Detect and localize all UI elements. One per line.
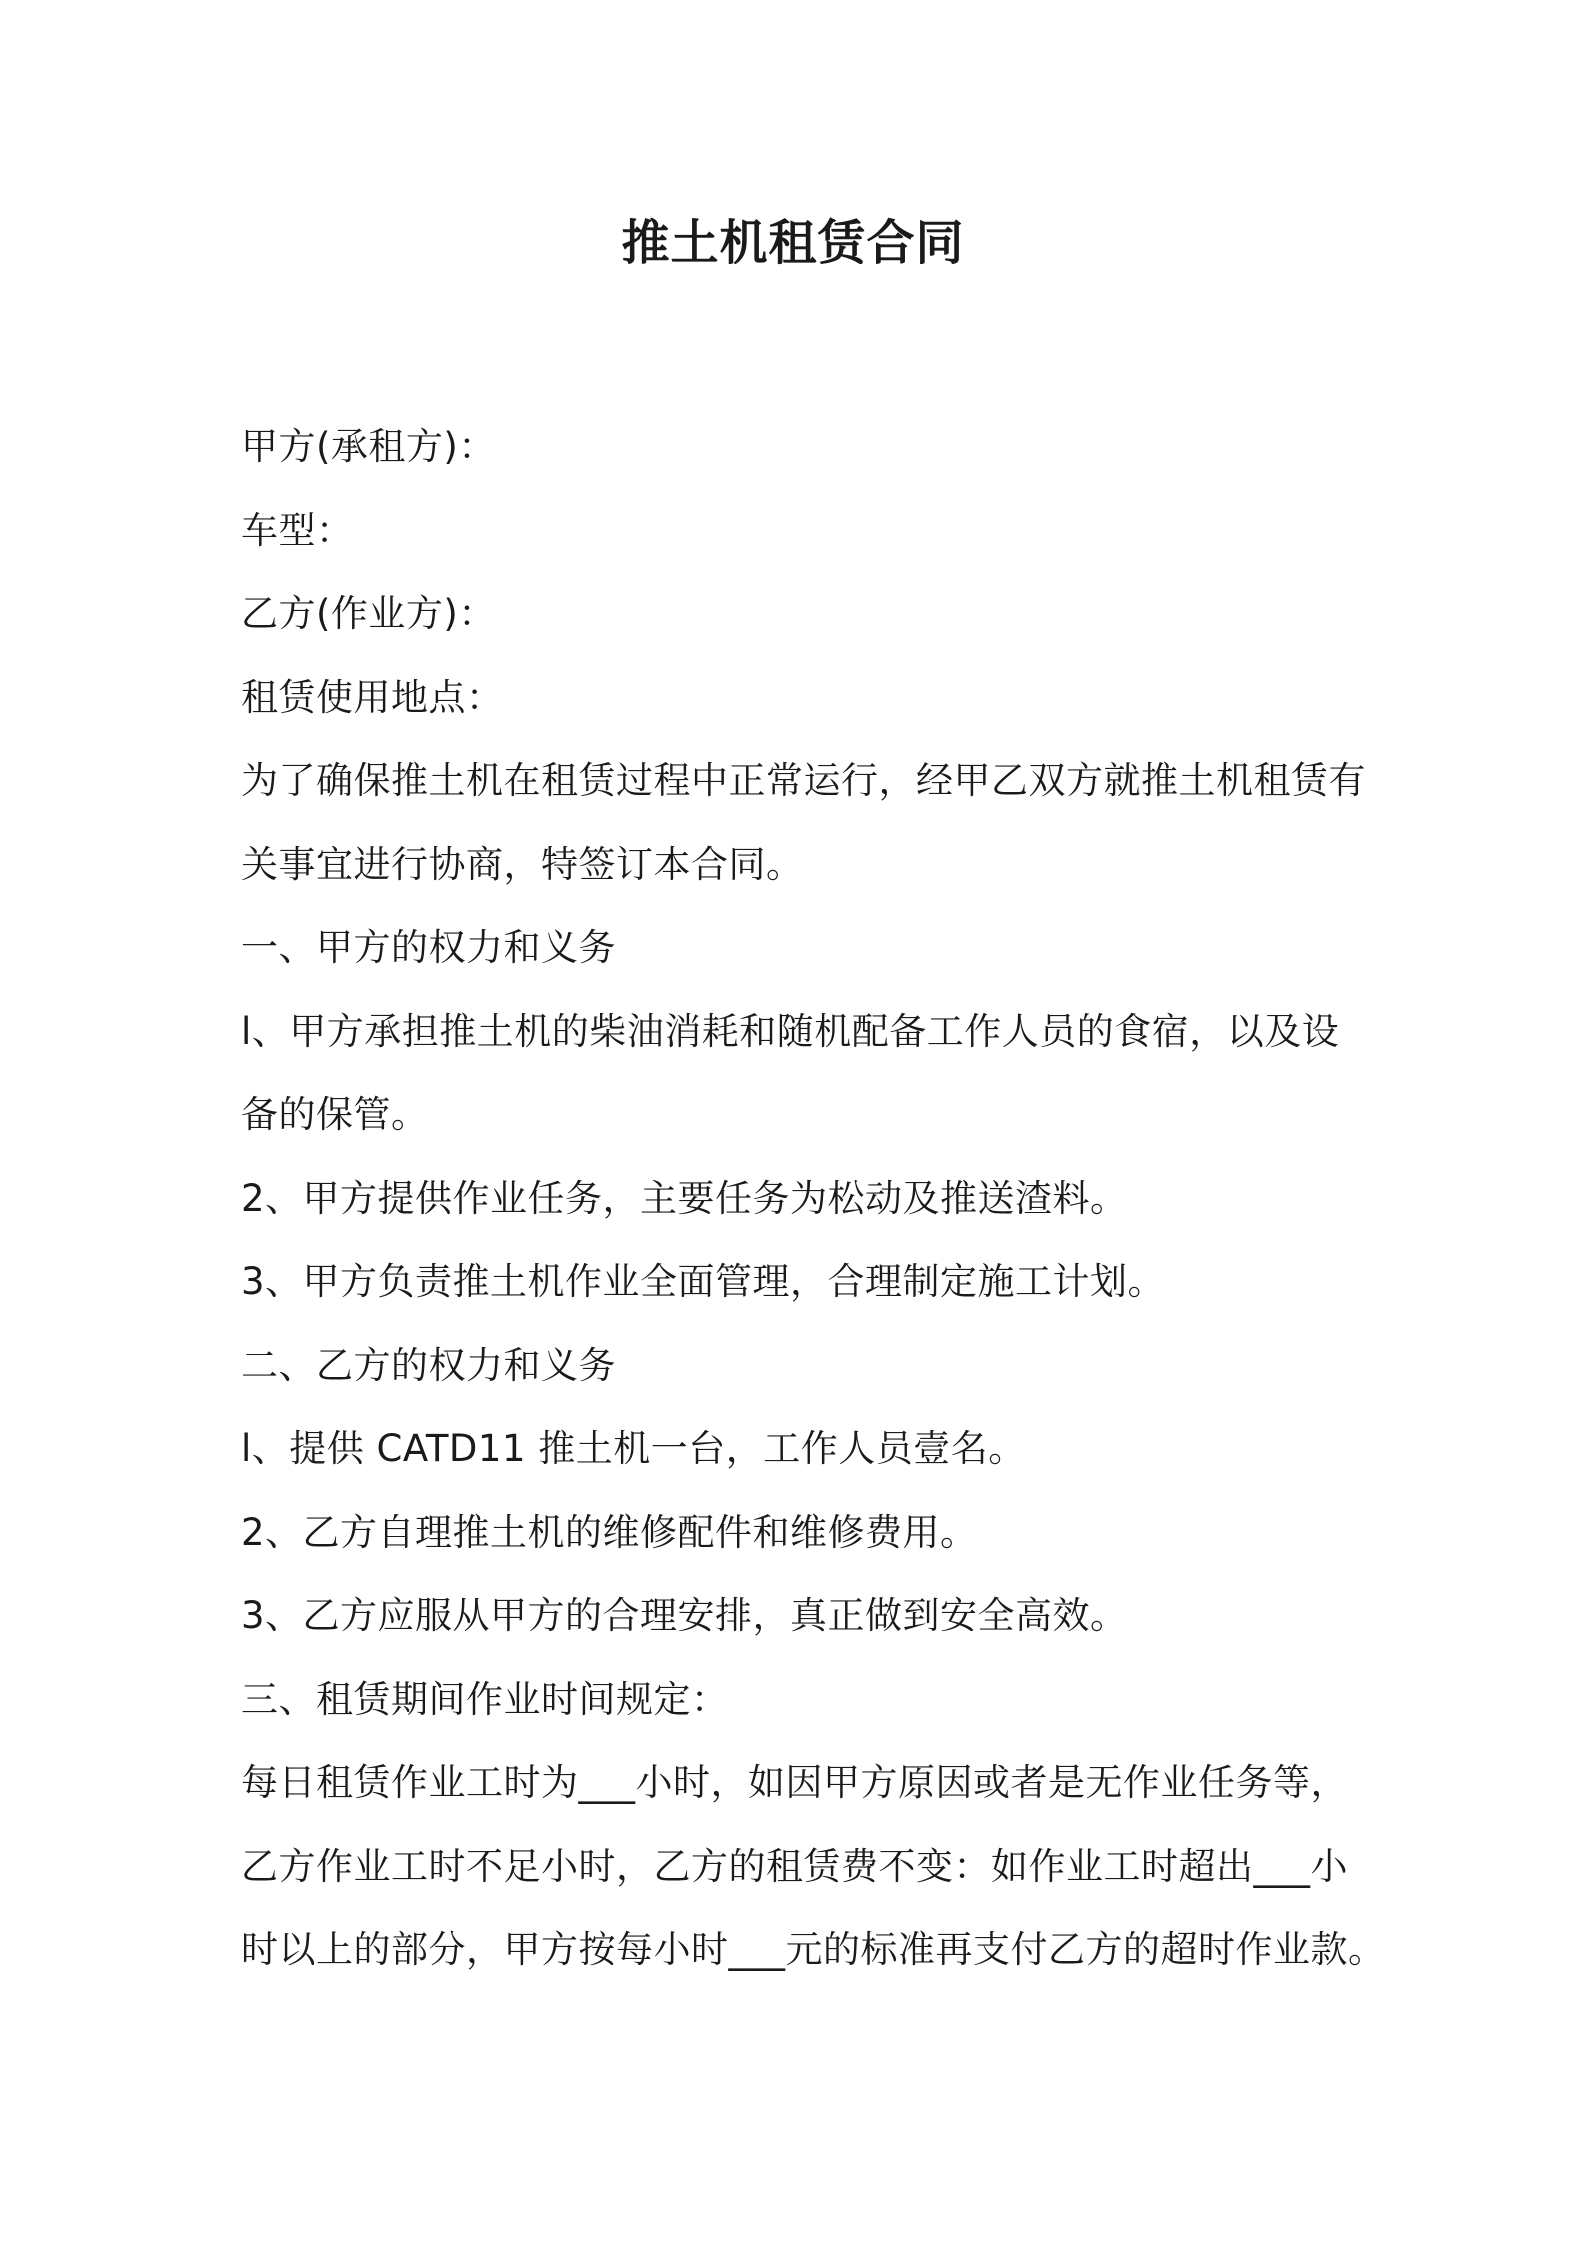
- party-b-clause-3: 3、乙方应服从甲方的合理安排，真正做到安全高效。: [241, 1594, 1128, 1637]
- rental-location-line: 租赁使用地点：: [241, 675, 504, 719]
- preamble-line-2: 关事宜进行协商，特签订本合同。: [241, 842, 804, 886]
- work-hours-line-3: 时以上的部分，甲方按每小时___元的标准再支付乙方的超时作业款。: [241, 1928, 1386, 1971]
- party-a-clause-2: 2、甲方提供作业任务，主要任务为松动及推送渣料。: [241, 1176, 1128, 1220]
- page-title: 推土机租赁合同: [621, 215, 965, 271]
- party-b-line: 乙方(作业方)：: [241, 592, 496, 635]
- party-a-clause-3: 3、甲方负责推土机作业全面管理，合理制定施工计划。: [241, 1260, 1166, 1303]
- party-a-line: 甲方(承租方)：: [241, 425, 496, 468]
- party-a-clause-1-line-2: 备的保管。: [241, 1093, 429, 1136]
- section-heading-work-hours: 三、租赁期间作业时间规定：: [241, 1677, 729, 1721]
- preamble-line-1: 为了确保推土机在租赁过程中正常运行，经甲乙双方就推土机租赁有: [241, 759, 1366, 802]
- work-hours-line-1: 每日租赁作业工时为___小时，如因甲方原因或者是无作业任务等，: [241, 1761, 1348, 1804]
- party-b-clause-2: 2、乙方自理推土机的维修配件和维修费用。: [241, 1510, 978, 1554]
- document-body: [241, 405, 1386, 1992]
- vehicle-model-line: 车型：: [241, 508, 354, 552]
- work-hours-line-2: 乙方作业工时不足小时，乙方的租赁费不变：如作业工时超出___小: [241, 1844, 1348, 1888]
- section-heading-party-b: 二、乙方的权力和义务: [241, 1343, 616, 1387]
- party-a-clause-1-line-1: l、甲方承担推土机的柴油消耗和随机配备工作人员的食宿，以及设: [241, 1009, 1340, 1053]
- party-b-clause-1: l、提供 CATD11 推土机一台，工作人员壹名。: [241, 1427, 1026, 1470]
- section-heading-party-a: 一、甲方的权力和义务: [241, 926, 616, 969]
